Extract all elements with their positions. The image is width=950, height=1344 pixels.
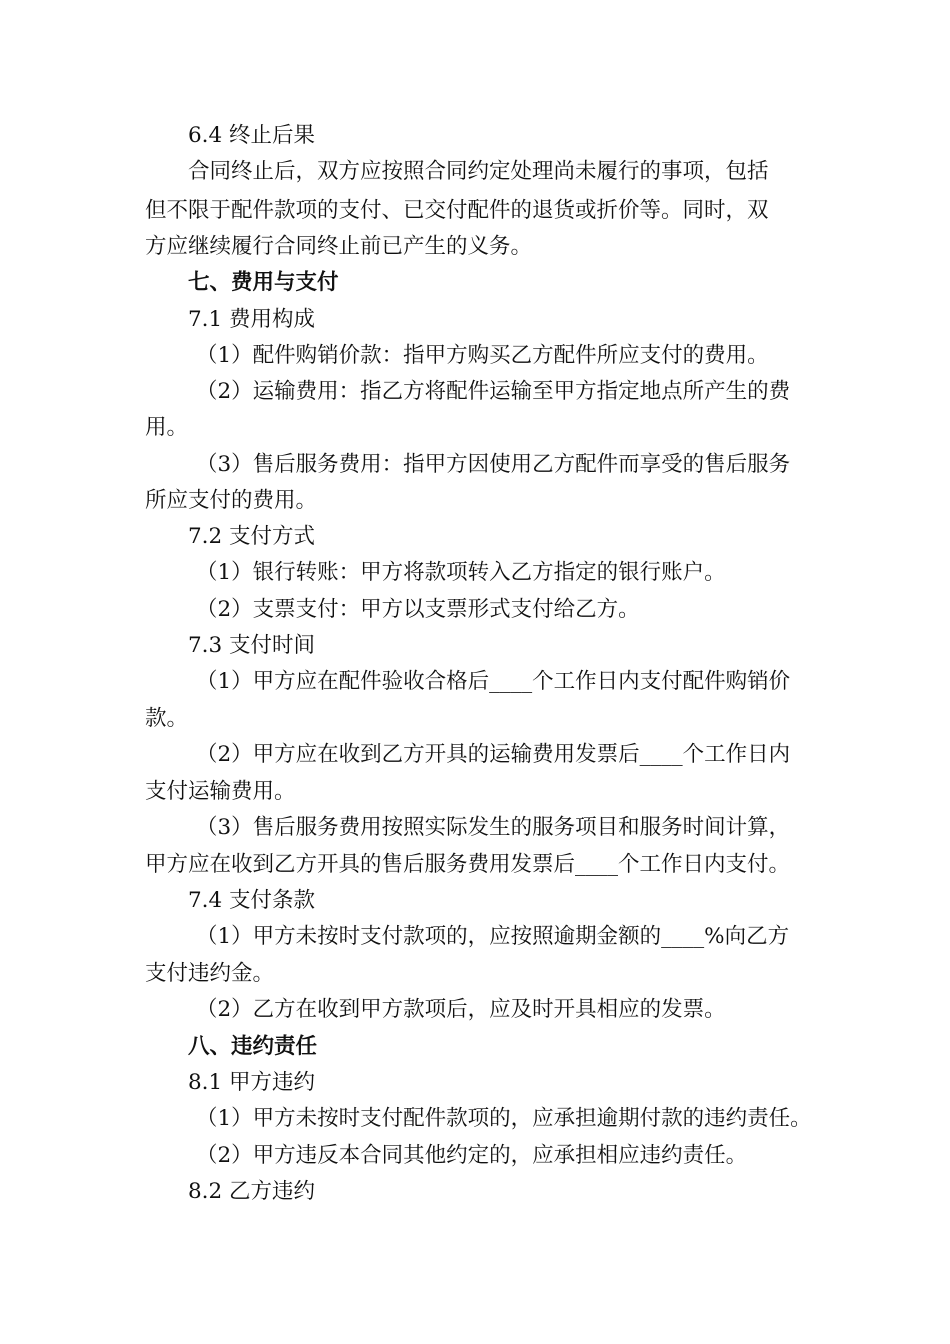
section-heading-8-1: 8.1 甲方违约 (188, 1070, 316, 1095)
list-item-continuation: 用。 (145, 415, 189, 440)
list-item: （3）售后服务费用按照实际发生的服务项目和服务时间计算， (196, 815, 791, 840)
list-item: （1）甲方未按时支付款项的，应按照逾期金额的____%向乙方 (196, 924, 790, 949)
list-item-continuation: 款。 (145, 706, 189, 731)
list-item: （2）甲方违反本合同其他约定的，应承担相应违约责任。 (196, 1143, 748, 1168)
list-item: （1）甲方未按时支付配件款项的，应承担逾期付款的违约责任。 (196, 1106, 812, 1131)
list-item-continuation: 支付违约金。 (145, 961, 275, 986)
section-heading-8-2: 8.2 乙方违约 (188, 1179, 316, 1204)
chapter-heading-7: 七、费用与支付 (188, 270, 339, 295)
list-item: （1）配件购销价款：指甲方购买乙方配件所应支付的费用。 (196, 343, 769, 368)
list-item-continuation: 支付运输费用。 (145, 779, 296, 804)
list-item: （1）甲方应在配件验收合格后____个工作日内支付配件购销价 (196, 669, 791, 694)
list-item: （1）银行转账：甲方将款项转入乙方指定的银行账户。 (196, 560, 726, 585)
list-item-continuation: 所应支付的费用。 (145, 488, 318, 513)
list-item: （2）乙方在收到甲方款项后，应及时开具相应的发票。 (196, 997, 726, 1022)
section-heading-7-3: 7.3 支付时间 (188, 633, 316, 658)
section-heading-6-4: 6.4 终止后果 (188, 123, 316, 148)
section-heading-7-4: 7.4 支付条款 (188, 888, 316, 913)
list-item: （2）支票支付：甲方以支票形式支付给乙方。 (196, 597, 640, 622)
list-item: （3）售后服务费用：指甲方因使用乙方配件而享受的售后服务 (196, 452, 791, 477)
section-heading-7-1: 7.1 费用构成 (188, 307, 316, 332)
list-item: （2）运输费用：指乙方将配件运输至甲方指定地点所产生的费 (196, 379, 791, 404)
list-item-continuation: 甲方应在收到乙方开具的售后服务费用发票后____个工作日内支付。 (145, 852, 791, 877)
list-item: （2）甲方应在收到乙方开具的运输费用发票后____个工作日内 (196, 742, 791, 767)
chapter-heading-8: 八、违约责任 (188, 1034, 318, 1059)
section-heading-7-2: 7.2 支付方式 (188, 524, 316, 549)
paragraph-line: 但不限于配件款项的支付、已交付配件的退货或折价等。同时，双 (145, 198, 769, 223)
paragraph-line: 合同终止后，双方应按照合同约定处理尚未履行的事项，包括 (188, 159, 769, 184)
paragraph-line: 方应继续履行合同终止前已产生的义务。 (145, 234, 533, 259)
